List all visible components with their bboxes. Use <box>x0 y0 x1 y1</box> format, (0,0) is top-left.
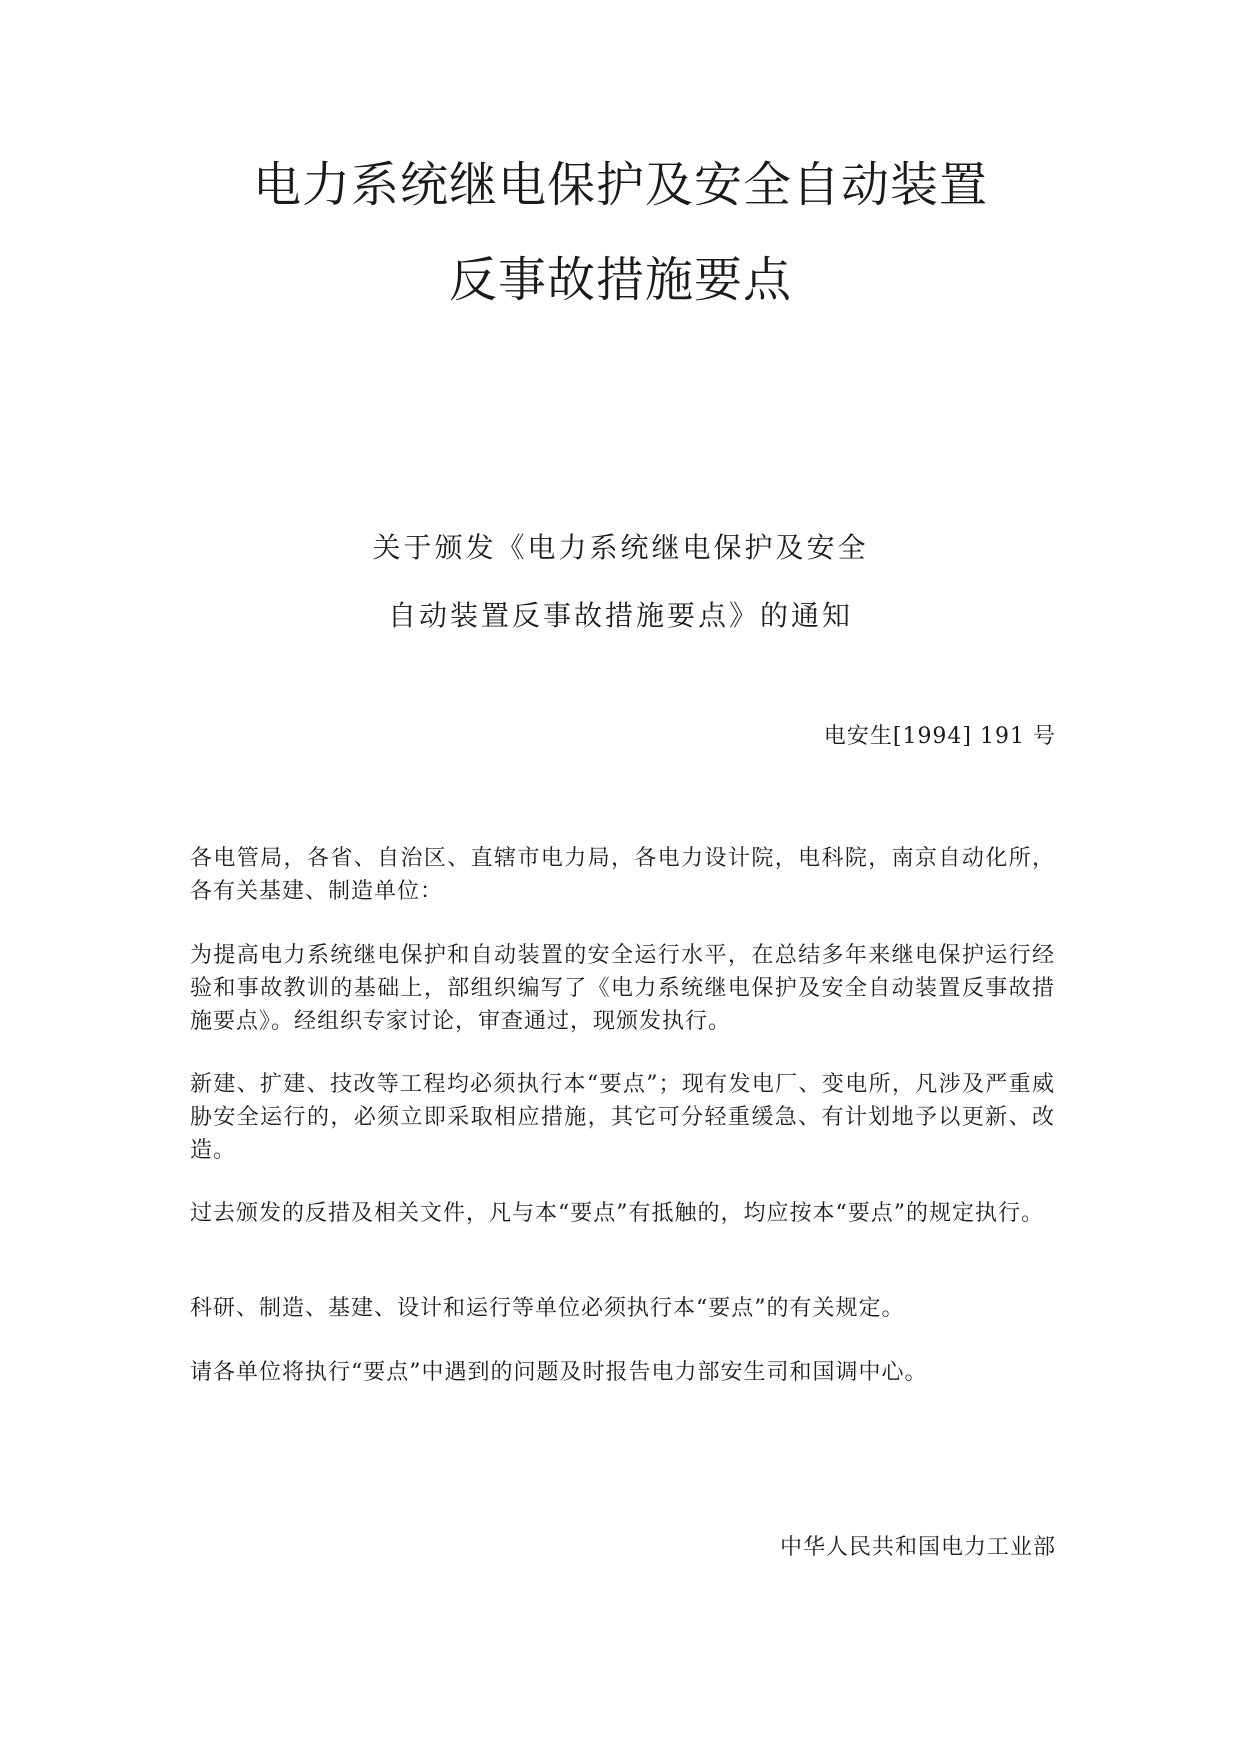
notice-heading-line-1: 关于颁发《电力系统继电保护及安全 <box>372 531 869 564</box>
document-title-line-2: 反事故措施要点 <box>448 252 792 308</box>
document-number: 电安生[1994] 191 号 <box>823 724 1056 749</box>
issuer-signature: 中华人民共和国电力工业部 <box>779 1535 1056 1560</box>
notice-heading-line-2: 自动装置反事故措施要点》的通知 <box>387 599 853 632</box>
body-paragraph-scope: 新建、扩建、技改等工程均必须执行本“要点”；现有发电厂、变电所，凡涉及严重威胁安全运行的，必须立即采取相应措施，其它可分轻重缓急、有计划地予以更新、改造。 <box>190 1072 1055 1163</box>
body-paragraph-compliance: 科研、制造、基建、设计和运行等单位必须执行本“要点”的有关规定。 <box>190 1296 905 1321</box>
body-paragraph-precedence: 过去颁发的反措及相关文件，凡与本“要点”有抵触的，均应按本“要点”的规定执行。 <box>190 1201 1044 1226</box>
body-paragraph-purpose: 为提高电力系统继电保护和自动装置的安全运行水平，在总结多年来继电保护运行经验和事故教训的基础上，部组织编写了《电力系统继电保护及安全自动装置反事故措施要点》。经组织专家讨论，审查通过，现颁发执行。 <box>190 943 1055 1034</box>
document-title-line-1: 电力系统继电保护及安全自动装置 <box>252 157 988 213</box>
addressee-paragraph: 各电管局，各省、自治区、直辖市电力局，各电力设计院，电科院，南京自动化所，各有关基建、制造单位： <box>190 846 1055 904</box>
body-paragraph-reporting: 请各单位将执行“要点”中遇到的问题及时报告电力部安生司和国调中心。 <box>190 1360 928 1385</box>
